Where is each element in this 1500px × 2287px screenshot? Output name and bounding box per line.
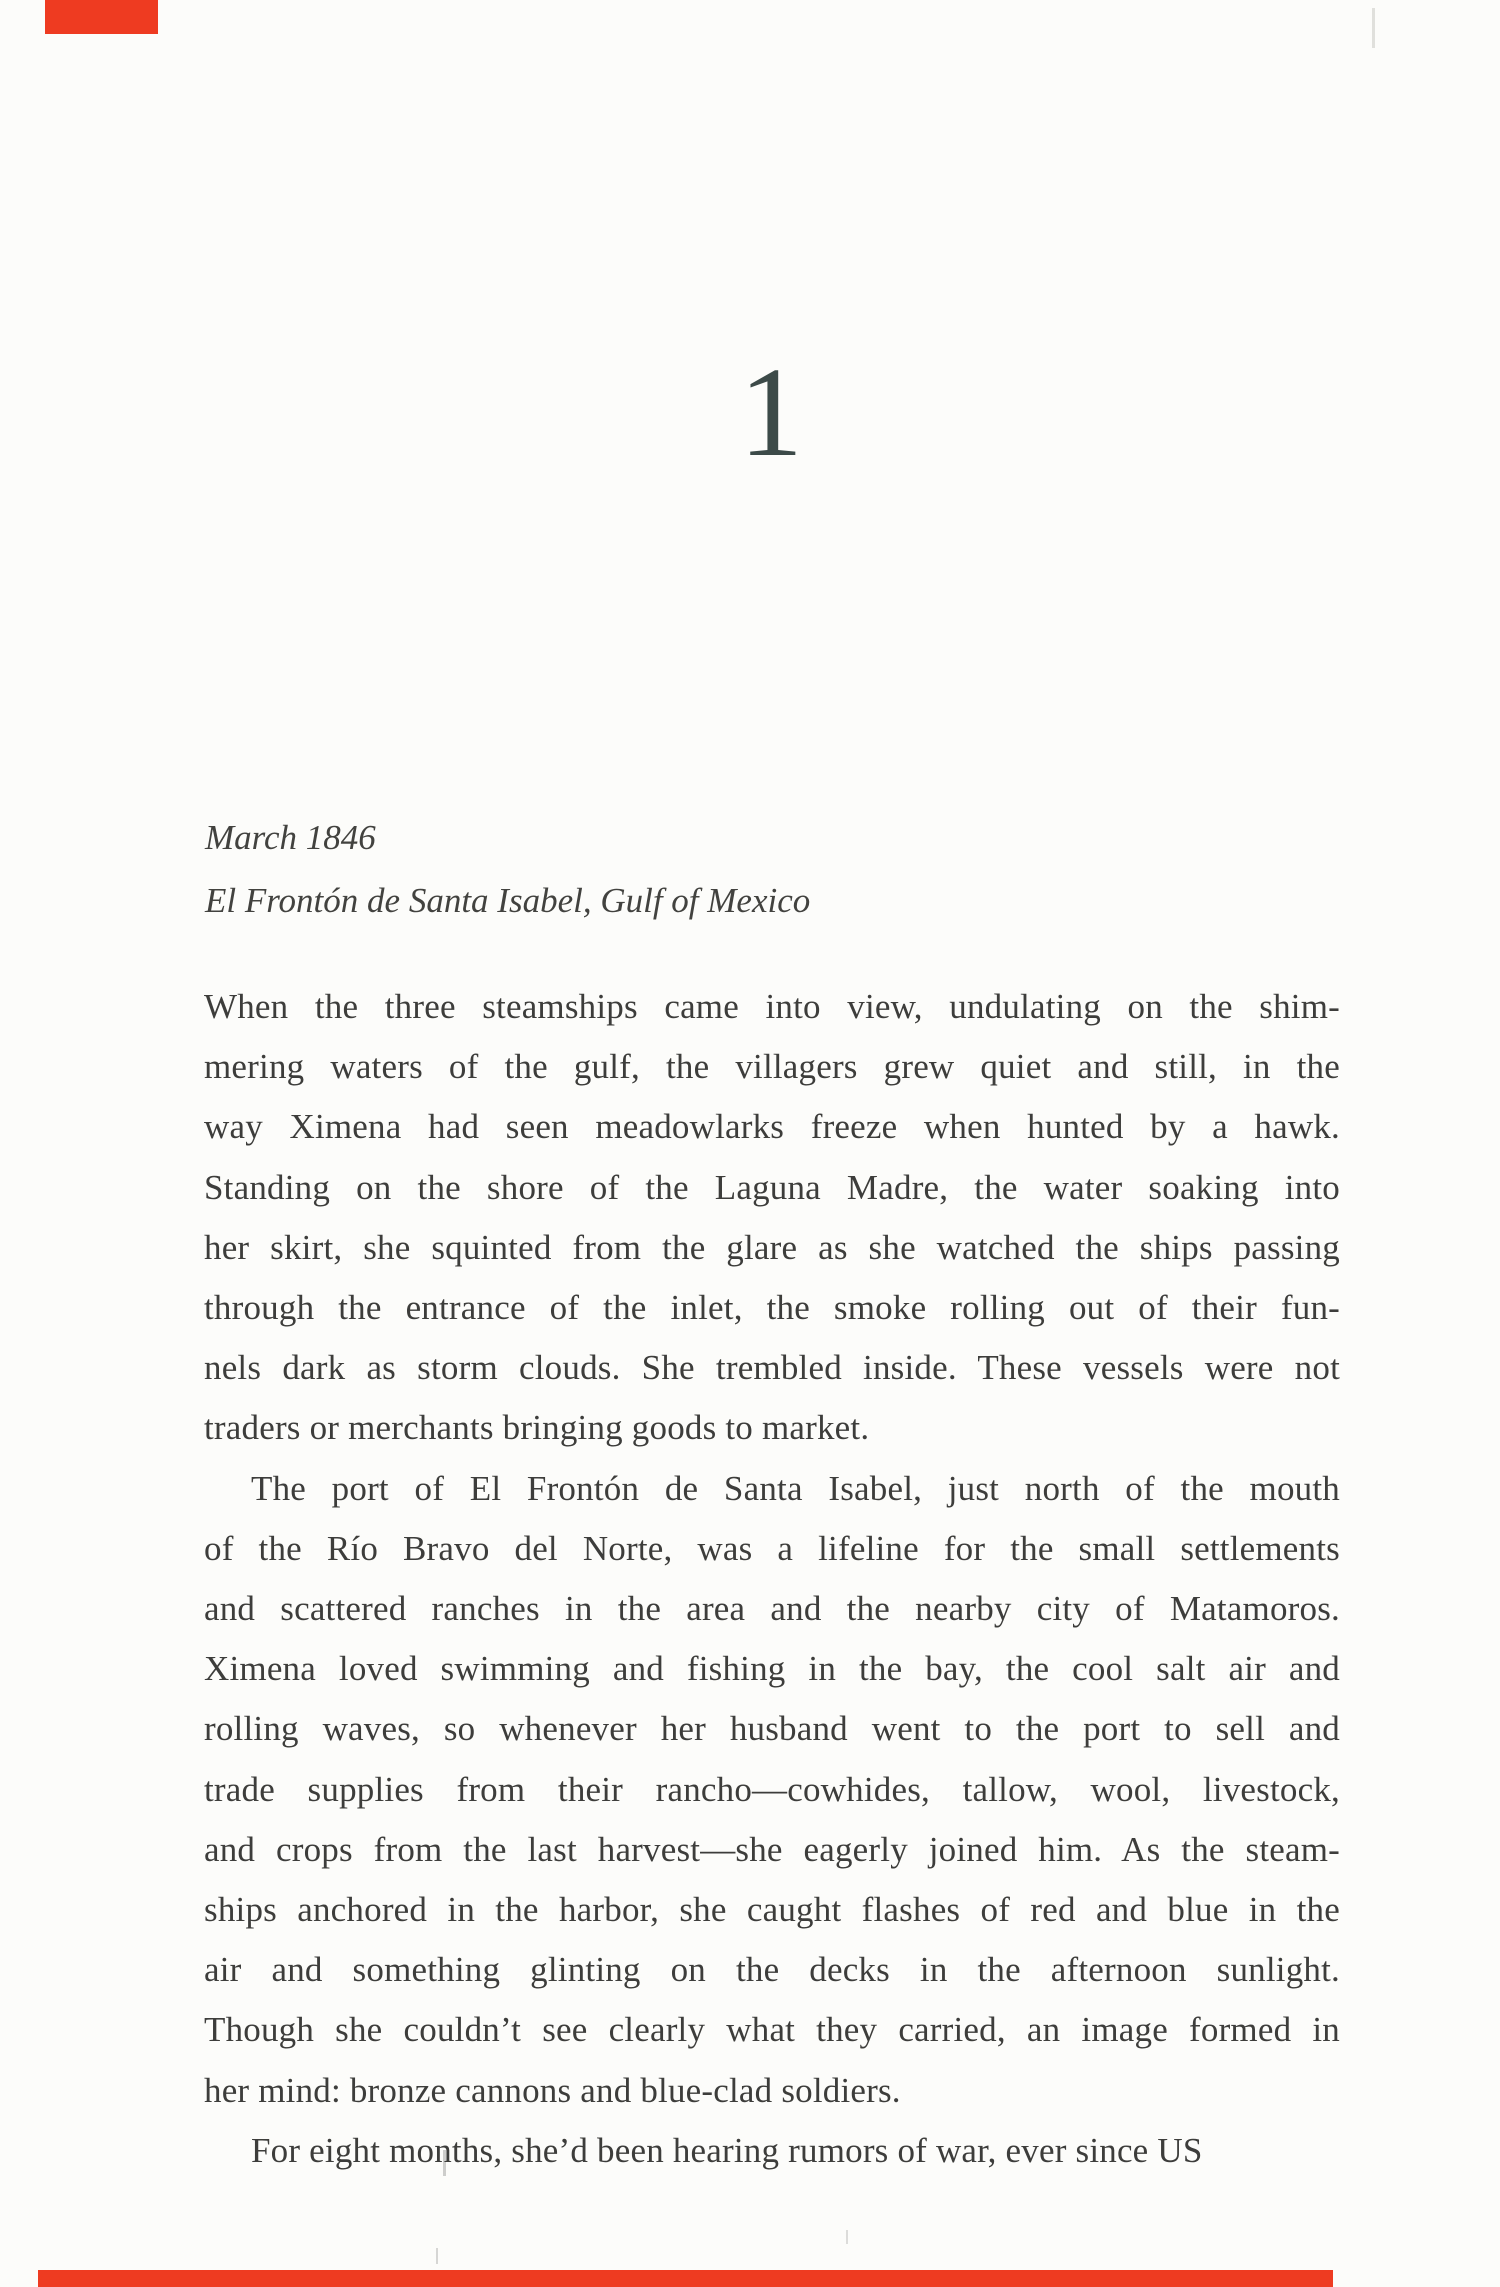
text-line: nels dark as storm clouds. She trembled inside. These vessels were not [204, 1348, 1340, 1388]
dateline [205, 806, 1341, 932]
text-line: traders or merchants bringing goods to market. [204, 1408, 870, 1448]
body-text [204, 977, 1340, 2181]
dateline-place: El Frontón de Santa Isabel, Gulf of Mexico [205, 881, 811, 920]
text-line: For eight months, she’d been hearing rumors of war, ever since US [251, 2130, 1203, 2170]
text-line: rolling waves, so whenever her husband went to the port to sell and [204, 1709, 1340, 1749]
scan-artifact-bottom-strip [38, 2270, 1333, 2287]
text-line: her skirt, she squinted from the glare as she watched the ships passing [204, 1227, 1340, 1267]
text-line: ships anchored in the harbor, she caught flashes of red and blue in the [204, 1890, 1340, 1930]
text-line: and crops from the last harvest—she eagerly joined him. As the steam- [204, 1829, 1340, 1869]
text-line: through the entrance of the inlet, the smoke rolling out of their fun- [204, 1288, 1340, 1328]
text-line: and scattered ranches in the area and the nearby city of Matamoros. [204, 1589, 1340, 1629]
scan-speck [436, 2248, 438, 2264]
text-line: air and something glinting on the decks in the afternoon sunlight. [204, 1950, 1340, 1990]
text-line: her mind: bronze cannons and blue-clad soldiers. [204, 2070, 901, 2110]
text-line: When the three steamships came into view, undulating on the shim- [204, 987, 1340, 1026]
text-line: of the Río Bravo del Norte, was a lifeline for the small settlements [204, 1528, 1340, 1568]
scan-artifact-top-left-strip [45, 0, 158, 34]
text-line: Standing on the shore of the Laguna Madre, the water soaking into [204, 1167, 1340, 1207]
text-line: The port of El Frontón de Santa Isabel, just north of the mouth [251, 1468, 1340, 1508]
scan-speck [846, 2230, 848, 2244]
text-line: mering waters of the gulf, the villagers grew quiet and still, in the [204, 1047, 1340, 1087]
text-line: trade supplies from their rancho—cowhides, tallow, wool, livestock, [204, 1769, 1340, 1809]
scan-speck [1372, 8, 1375, 48]
chapter-number: 1 [739, 341, 805, 483]
text-line: Ximena loved swimming and fishing in the bay, the cool salt air and [204, 1649, 1340, 1689]
dateline-date: March 1846 [205, 818, 376, 857]
text-line: way Ximena had seen meadowlarks freeze when hunted by a hawk. [204, 1107, 1340, 1147]
text-line: Though she couldn’t see clearly what they carried, an image formed in [204, 2010, 1340, 2050]
